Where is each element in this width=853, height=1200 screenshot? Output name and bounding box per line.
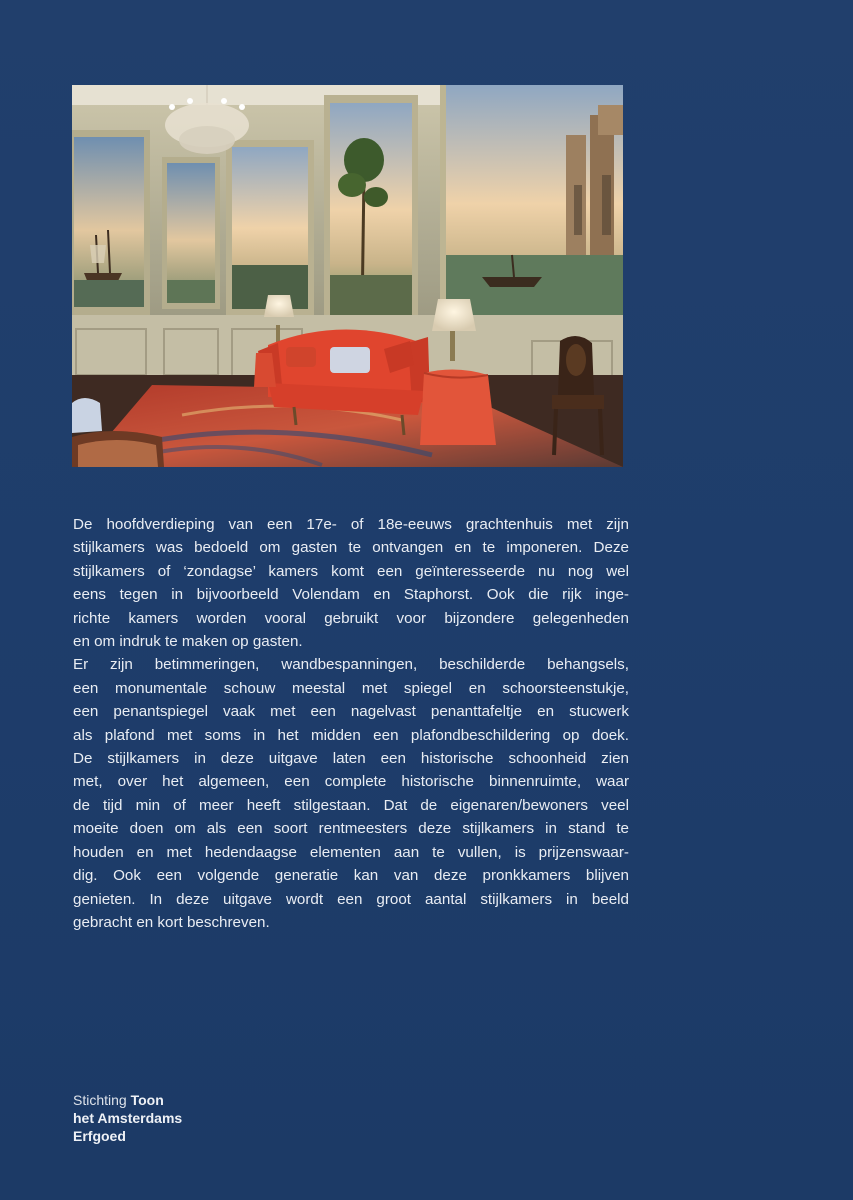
text-line: richte kamers worden vooral gebruikt voor bijzondere gelegenheden	[73, 609, 629, 627]
text-line: dig. Ook een volgende generatie kan van deze pronkkamers blijven	[73, 867, 629, 885]
text-line: stijlkamers was bedoeld om gasten te ontvangen en te imponeren. Deze	[73, 539, 629, 557]
text-line: Er zijn betimmeringen, wandbespanningen, beschilderde behangsels,	[73, 656, 629, 674]
paragraph-1	[73, 513, 629, 653]
text-line: een penantspiegel vaak met een nagelvast penanttafeltje en stucwerk	[73, 703, 629, 721]
publisher-toon: Toon	[130, 1092, 164, 1108]
publisher-line-1	[73, 1091, 182, 1109]
room-interior-photo	[72, 85, 623, 467]
text-line: eens tegen in bijvoorbeeld Volendam en Staphorst. Ook die rijk inge-	[73, 586, 629, 604]
paragraph-2	[73, 653, 629, 934]
text-line: De hoofdverdieping van een 17e- of 18e-eeuws grachtenhuis met zijn	[73, 516, 629, 533]
publisher-line-2: het Amsterdams	[73, 1110, 183, 1126]
text-line: met, over het algemeen, een complete historische binnenruimte, waar	[73, 773, 629, 791]
text-line: houden en met hedendaagse elementen aan te vullen, is prijzenswaar-	[73, 843, 629, 861]
text-line: de tijd min of meer heeft stilgestaan. Dat de eigenaren/bewoners veel	[73, 796, 629, 814]
publisher-name	[73, 1091, 182, 1145]
text-line: gebracht en kort beschreven.	[73, 913, 270, 931]
publisher-stichting: Stichting	[73, 1092, 127, 1108]
description-text	[73, 513, 629, 934]
text-line: genieten. In deze uitgave wordt een groot aantal stijlkamers in beeld	[73, 890, 629, 908]
text-line: en om indruk te maken op gasten.	[73, 633, 303, 651]
text-line: stijlkamers of ‘zondagse’ kamers komt een geïnteresseerde nu nog wel	[73, 562, 629, 580]
text-line: moeite doen om als een soort rentmeesters deze stijlkamers in stand te	[73, 820, 629, 838]
publisher-line-3: Erfgoed	[73, 1128, 126, 1144]
text-line: als plafond met soms in het midden een plafondbeschildering op doek.	[73, 726, 629, 744]
text-line: een monumentale schouw meestal met spiegel en schoorsteenstukje,	[73, 679, 629, 697]
text-line: De stijlkamers in deze uitgave laten een historische schoonheid zien	[73, 750, 629, 768]
